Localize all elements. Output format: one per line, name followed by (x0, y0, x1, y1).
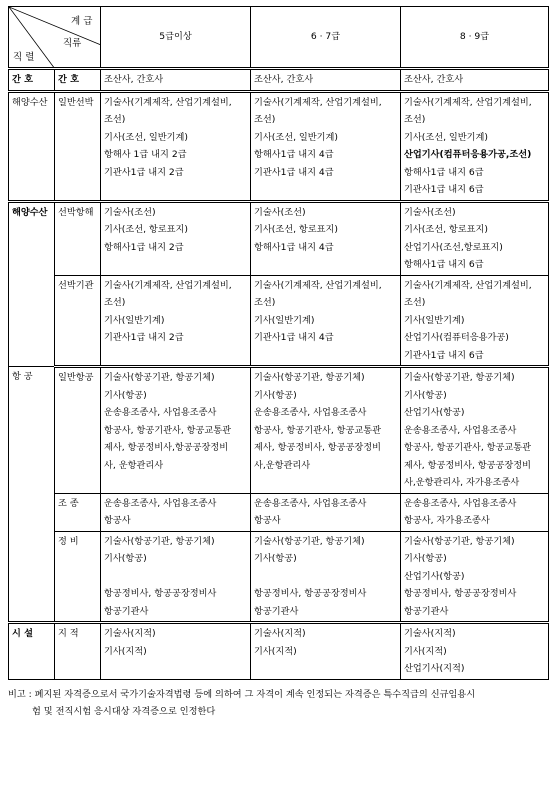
cell-line: 항해사1급 내지 6급 (404, 259, 484, 270)
cell-line: 조선) (254, 297, 276, 308)
field-piloting: 조 종 (55, 493, 101, 531)
header-corner-cell (9, 7, 101, 69)
grade1-header: 5급이상 (101, 7, 251, 69)
cell-general-ship-g1 (101, 91, 251, 201)
cell-line: 운송용조종사, 사업용조종사 (404, 424, 517, 436)
cell-line: 기관사1급 내지 2급 (104, 166, 184, 178)
cell-line: 조선) (404, 297, 426, 308)
document-page (8, 6, 548, 720)
cell-line: 항공정비사, 항공공장정비사 (104, 588, 217, 599)
cell-line: 기술사(항공기관, 항공기체) (254, 372, 365, 383)
cell-line: 기관사1급 내지 4급 (254, 166, 334, 178)
cell-line: 기사(지적) (104, 645, 147, 657)
cell-line: 기관사1급 내지 6급 (404, 349, 484, 361)
cell-line: 기술사(기계제작, 산업기계설비, (404, 279, 532, 291)
cell-line: 항공기관사 (254, 605, 299, 617)
cell-engine-g2 (251, 275, 401, 367)
cell-line: 산업기사(조선,항로표지) (404, 241, 503, 253)
cell-line: 사, 운항관리사 (104, 459, 164, 471)
cell-line: 기관사1급 내지 6급 (404, 184, 484, 195)
cell-nursing-g1 (101, 69, 251, 92)
cell-line: 제사, 항공정비사, 항공공장정비 (404, 459, 532, 471)
cell-general-ship-g2 (251, 91, 401, 201)
cell-line: 기술사(항공기관, 항공기체) (404, 372, 515, 383)
field-maintenance: 정 비 (55, 531, 101, 623)
cell-maintenance-g3 (401, 531, 549, 623)
cell-line: 기술사(기계제작, 산업기계설비, (104, 96, 232, 108)
cell-general-ship-g3 (401, 91, 549, 201)
cell-line: 항공사, 항공기관사, 항공교통관 (104, 424, 232, 436)
cell-line: 산업기사(항공) (404, 570, 465, 582)
cell-line: 기관사1급 내지 2급 (104, 332, 184, 343)
cell-line: 운송용조종사, 사업용조종사 (254, 497, 367, 509)
cell-line: 기술사(기계제작, 산업기계설비, (254, 96, 382, 108)
cell-line: 항해사1급 내지 4급 (254, 149, 334, 160)
cell-line: 조산사, 간호사 (254, 74, 314, 85)
cell-line: 항해사1급 내지 2급 (104, 241, 184, 253)
cell-line: 조선) (254, 114, 276, 125)
cell-general-aviation-g1 (101, 367, 251, 494)
cell-line: 기사(항공) (104, 389, 147, 401)
field-general-ship: 일반선박 (55, 91, 101, 201)
cell-engine-g3 (401, 275, 549, 367)
cell-line: 항해사1급 내지 4급 (254, 241, 334, 253)
cell-line: 항공사 (254, 515, 281, 526)
cell-line: 기술사(지적) (404, 628, 456, 639)
field-label: 직류 (63, 38, 82, 49)
qualification-table (8, 6, 549, 680)
cell-line: 기사(조선, 항로표지) (254, 224, 339, 235)
series-nursing: 간 호 (9, 69, 55, 92)
cell-line: 사,운항관리사, 자가용조종사 (404, 477, 520, 488)
cell-maintenance-g2 (251, 531, 401, 623)
cell-cadastral-g2 (251, 623, 401, 680)
remarks-note (8, 686, 548, 720)
field-engine: 선박기관 (55, 275, 101, 367)
cell-line: 조선) (104, 114, 126, 125)
series-marine-2: 해양수산 (9, 201, 55, 367)
cell-line: 산업기사(항공) (404, 407, 465, 418)
cell-piloting-g2 (251, 493, 401, 531)
cell-line: 기술사(항공기관, 항공기체) (104, 535, 215, 547)
cell-line: 기사(항공) (254, 553, 297, 564)
cell-line: 조산사, 간호사 (104, 74, 164, 85)
blank-line (104, 660, 247, 678)
cell-line: 기사(조선, 항로표지) (104, 224, 189, 235)
cell-nursing-g3 (401, 69, 549, 92)
cell-line: 기술사(기계제작, 산업기계설비, (104, 279, 232, 291)
remarks-line-2: 험 및 전직시험 응시대상 자격증으로 인정한다 (32, 705, 216, 717)
field-navigation: 선박항해 (55, 201, 101, 275)
cell-line: 산업기사(지적) (404, 663, 465, 674)
cell-line: 항공사, 항공기관사, 항공교통관 (404, 442, 532, 453)
cell-line: 기술사(기계제작, 산업기계설비, (254, 279, 382, 291)
cell-navigation-g1 (101, 201, 251, 275)
cell-line: 기사(조선, 일반기계) (404, 131, 489, 143)
field-general-aviation: 일반항공 (55, 367, 101, 494)
field-cadastral: 지 적 (55, 623, 101, 680)
cell-line: 항공사, 자가용조종사 (404, 515, 490, 526)
cell-line: 기사(일반기계) (104, 314, 165, 326)
cell-line: 조선) (404, 114, 426, 125)
field-nursing: 간 호 (55, 69, 101, 92)
cell-line: 기술사(조선) (254, 206, 306, 218)
cell-line: 기사(조선, 항로표지) (404, 224, 489, 235)
cell-line: 기사(조선, 일반기계) (104, 131, 189, 143)
cell-line: 기술사(기계제작, 산업기계설비, (404, 96, 532, 108)
cell-line: 운송용조종사, 사업용조종사 (404, 497, 517, 509)
cell-line: 기사(항공) (254, 389, 297, 401)
cell-line: 기사(일반기계) (404, 314, 465, 326)
series-aviation: 항 공 (9, 367, 55, 623)
cell-piloting-g3 (401, 493, 549, 531)
cell-line: 운송용조종사, 사업용조종사 (104, 497, 217, 509)
cell-line: 기술사(지적) (254, 628, 306, 639)
cell-line: 기사(지적) (254, 645, 297, 657)
cell-navigation-g2 (251, 201, 401, 275)
cell-line: 산업기사(컴퓨터응용가공) (404, 332, 509, 343)
cell-general-aviation-g2 (251, 367, 401, 494)
cell-piloting-g1 (101, 493, 251, 531)
cell-line: 조산사, 간호사 (404, 74, 464, 85)
cell-line: 항공기관사 (404, 605, 449, 617)
blank-line (104, 568, 247, 586)
series-marine-1: 해양수산 (9, 91, 55, 201)
cell-line: 기사(항공) (404, 553, 447, 564)
grade2-header: 6 · 7급 (251, 7, 401, 69)
cell-line: 기술사(조선) (404, 206, 456, 218)
cell-line: 항해사 1급 내지 2급 (104, 149, 187, 160)
cell-navigation-g3 (401, 201, 549, 275)
cell-line: 운송용조종사, 사업용조종사 (254, 407, 367, 418)
cell-line: 기관사1급 내지 4급 (254, 332, 334, 343)
blank-line (254, 568, 397, 586)
cell-line: 기사(일반기계) (254, 314, 315, 326)
cell-general-aviation-g3 (401, 367, 549, 494)
series-label: 직 렬 (13, 52, 35, 63)
cell-line: 기사(지적) (404, 645, 447, 657)
cell-line: 항해사1급 내지 6급 (404, 166, 484, 178)
remarks-line-1: 비고 : 폐지된 자격증으로서 국가기술자격법령 등에 의하여 그 자격이 계속 인정되는 자격증은 특수직급의 신규임용시 (8, 688, 476, 700)
cell-line: 항공정비사, 항공공장정비사 (254, 588, 367, 599)
cell-line: 항공사, 항공기관사, 항공교통관 (254, 424, 382, 436)
series-facility: 시 설 (9, 623, 55, 680)
grade-label: 계 급 (71, 16, 93, 27)
cell-line: 항공정비사, 항공공장정비사 (404, 588, 517, 599)
cell-line: 사,운항관리사 (254, 459, 311, 471)
cell-line: 기사(항공) (104, 553, 147, 564)
cell-cadastral-g1 (101, 623, 251, 680)
cell-engine-g1 (101, 275, 251, 367)
cell-line: 항공기관사 (104, 605, 149, 617)
cell-nursing-g2 (251, 69, 401, 92)
cell-line: 운송용조종사, 사업용조종사 (104, 407, 217, 418)
cell-line: 기술사(지적) (104, 628, 156, 639)
cell-line: 기술사(항공기관, 항공기체) (104, 372, 215, 383)
cell-maintenance-g1 (101, 531, 251, 623)
cell-cadastral-g3 (401, 623, 549, 680)
cell-line: 기술사(조선) (104, 206, 156, 218)
cell-line: 조선) (104, 297, 126, 308)
cell-line: 기술사(항공기관, 항공기체) (404, 535, 515, 547)
cell-line: 제사, 항공정비사, 항공공장정비 (254, 442, 382, 453)
cell-line: 기사(조선, 일반기계) (254, 131, 339, 143)
grade3-header: 8 · 9급 (401, 7, 549, 69)
cell-line: 기술사(항공기관, 항공기체) (254, 535, 365, 547)
cell-line: 산업기사(컴퓨터응용가공,조선) (404, 149, 532, 160)
cell-line: 기사(항공) (404, 389, 447, 401)
cell-line: 항공사 (104, 515, 131, 526)
cell-line: 제사, 항공정비사,항공공장정비 (104, 442, 229, 453)
